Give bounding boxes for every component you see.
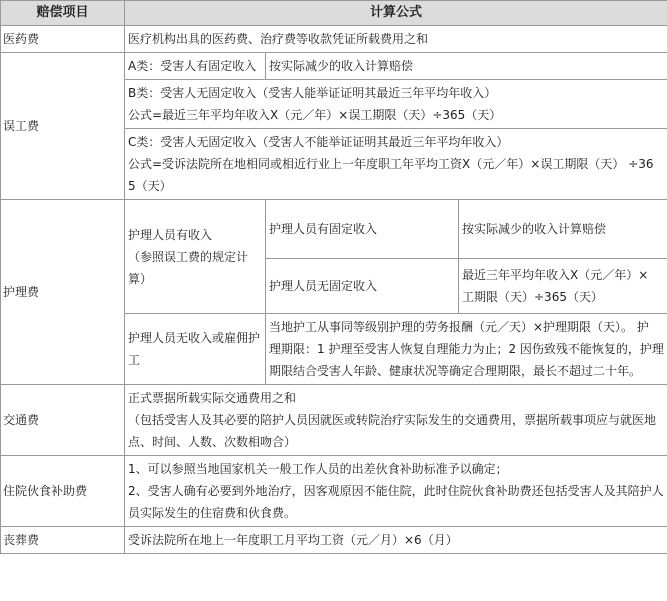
- row-transport: [1, 385, 667, 456]
- nursing-none-line1: 护理人员无收入或雇佣护: [128, 331, 261, 345]
- nursing-has-income-line1: 护理人员有收入: [128, 227, 213, 242]
- nursing-nonfixed-rule-line1: 最近三年平均年收入X（元／年）×: [462, 268, 649, 282]
- nursing-none-rule-line1: 当地护工从事同等级别护理的劳务报酬（元／天）×护理期限（天）。 护: [269, 320, 649, 334]
- nursing-nonfixed-label: 护理人员无固定收入: [266, 259, 459, 314]
- meal-line3: 员实际发生的住宿费和伙食费。: [128, 506, 297, 520]
- row-funeral: [1, 527, 667, 554]
- header-row: [1, 1, 667, 26]
- lost-work-c-line1: C类：受害人无固定收入（受害人不能举证证明其最近三年平均年收入）: [128, 135, 509, 149]
- row-lost-work-a: [1, 53, 667, 80]
- nursing-has-income: [125, 200, 266, 314]
- item-medical: 医药费: [1, 26, 125, 53]
- transport-line2: （包括受害人及其必要的陪护人员因就医或转院治疗实际发生的交通费用，票据所载事项应与就医地: [128, 413, 657, 427]
- nursing-fixed-label: 护理人员有固定收入: [266, 200, 459, 259]
- item-lost-work: 误工费: [1, 53, 125, 200]
- nursing-has-income-line2: （参照误工费的规定计: [128, 249, 249, 264]
- header-formula: 计算公式: [125, 1, 667, 26]
- header-item: 赔偿项目: [1, 1, 125, 26]
- nursing-none-rule: [266, 314, 667, 385]
- formula-medical: 医疗机构出具的医药费、治疗费等收款凭证所载费用之和: [125, 26, 667, 53]
- meal-line2: 2、受害人确有必要到外地治疗，因客观原因不能住院，此时住院伙食补助费还包括受害人及其陪护人: [128, 484, 664, 498]
- formula-transport: [125, 385, 667, 456]
- lost-work-b: [125, 80, 667, 129]
- nursing-none-line2: 工: [128, 353, 141, 367]
- lost-work-b-line2: 公式=最近三年平均年收入X（元／年）×误工期限（天）÷365（天）: [128, 108, 502, 122]
- nursing-none-rule-line3: 期限结合受害人年龄、健康状况等确定合理期限，最长不超过二十年。: [269, 364, 642, 378]
- formula-meal: [125, 456, 667, 527]
- nursing-has-income-line3: 算）: [128, 271, 153, 286]
- lost-work-a-rule: 按实际减少的收入计算赔偿: [266, 53, 667, 80]
- lost-work-c-line2: 公式=受诉法院所在地相同或相近行业上一年度职工年平均工资X（元／年）×误工期限（天） ÷36: [128, 157, 654, 171]
- transport-line3: 点、时间、人数、次数相吻合）: [128, 435, 297, 449]
- nursing-none: [125, 314, 266, 385]
- item-nursing: 护理费: [1, 200, 125, 385]
- lost-work-a-label: A类：受害人有固定收入: [125, 53, 266, 80]
- item-transport: 交通费: [1, 385, 125, 456]
- row-meal: [1, 456, 667, 527]
- lost-work-c: [125, 129, 667, 200]
- item-meal: 住院伙食补助费: [1, 456, 125, 527]
- transport-line1: 正式票据所载实际交通费用之和: [128, 391, 297, 405]
- nursing-nonfixed-rule-line2: 工期限（天）÷365（天）: [462, 290, 603, 304]
- nursing-fixed-rule: 按实际减少的收入计算赔偿: [459, 200, 667, 259]
- nursing-none-rule-line2: 理期限：1 护理至受害人恢复自理能力为止；2 因伤致残不能恢复的，护理: [269, 342, 664, 356]
- row-medical: [1, 26, 667, 53]
- nursing-nonfixed-rule: [459, 259, 667, 314]
- lost-work-b-line1: B类：受害人无固定收入（受害人能举证证明其最近三年平均年收入）: [128, 86, 497, 100]
- lost-work-c-line3: 5（天）: [128, 179, 172, 193]
- item-funeral: 丧葬费: [1, 527, 125, 554]
- meal-line1: 1、可以参照当地国家机关一般工作人员的出差伙食补助标准予以确定；: [128, 462, 508, 476]
- row-nursing-fixed: [1, 200, 667, 259]
- formula-funeral: 受诉法院所在地上一年度职工月平均工资（元／月）×6（月）: [125, 527, 667, 554]
